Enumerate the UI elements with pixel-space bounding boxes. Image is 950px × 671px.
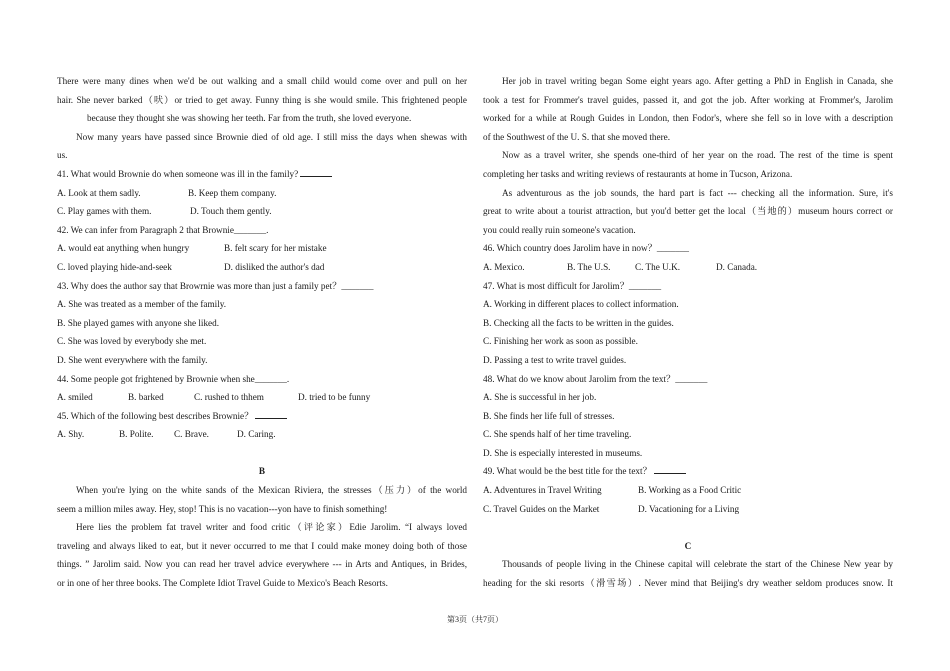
- question-46: 46. Which country does Jarolim have in now？_______: [483, 243, 690, 254]
- option[interactable]: B. Keep them company.: [188, 187, 277, 198]
- section-heading-c: C: [684, 540, 692, 551]
- q41-options-row2: [57, 202, 467, 221]
- option[interactable]: B. felt scary for her mistake: [224, 243, 327, 254]
- passage-line: you could really ruin someone's vacation.: [483, 224, 636, 235]
- option[interactable]: C. Brave.: [174, 429, 209, 440]
- q41-options-row1: [57, 184, 467, 203]
- q42-options-row2: [57, 258, 467, 277]
- option[interactable]: B. barked: [128, 392, 164, 403]
- option[interactable]: B. She finds her life full of stresses.: [483, 410, 615, 421]
- passage-line: or in one of her three books. The Complete Idiot Travel Guide to Mexico's Beach Resorts.: [57, 578, 388, 589]
- passage-line: of the Southwest of the U. S. that she moved there.: [483, 131, 671, 142]
- option[interactable]: C. loved playing hide-and-seek: [57, 261, 172, 272]
- passage-line: great to write about a tourist attraction, but you'd better get the local（当地的）museum hours correct or: [483, 206, 893, 217]
- passage-line: traveling and always liked to eat, but it never occurred to me that I could make money doing both of those: [57, 540, 467, 551]
- passage-line: Now as a travel writer, she spends one-third of her year on the road. The rest of the time is spent: [502, 150, 893, 161]
- option[interactable]: A. She was treated as a member of the family.: [57, 299, 227, 310]
- option[interactable]: A. smiled: [57, 392, 93, 403]
- option[interactable]: D. Passing a test to write travel guides.: [483, 354, 627, 365]
- option[interactable]: B. Working as a Food Critic: [638, 485, 742, 496]
- question-41: 41. What would Brownie do when someone was ill in the family?: [57, 165, 467, 184]
- option[interactable]: C. The U.K.: [635, 261, 680, 272]
- q46-options: [483, 258, 893, 277]
- option[interactable]: D. Touch them gently.: [190, 206, 272, 217]
- option[interactable]: C. Play games with them.: [57, 206, 152, 217]
- question-44: 44. Some people got frightened by Brownie when she_______.: [57, 373, 290, 384]
- passage-line: seem a million miles away. Hey, stop! This is no vacation---yon have to finish something!: [57, 503, 388, 514]
- q45-options: [57, 425, 467, 444]
- option[interactable]: A. Mexico.: [483, 261, 525, 272]
- answer-blank[interactable]: [654, 464, 686, 474]
- section-heading-b: B: [258, 466, 266, 477]
- question-43: 43. Why does the author say that Browrnie was more than just a family pet？_______: [57, 280, 374, 291]
- option[interactable]: C. rushed to thhem: [194, 392, 264, 403]
- question-47: 47. What is most difficult for Jarolim？_______: [483, 280, 662, 291]
- option[interactable]: D. disliked the author's dad: [224, 261, 325, 272]
- answer-blank[interactable]: [255, 409, 287, 419]
- option[interactable]: A. would eat anything when hungry: [57, 243, 190, 254]
- option[interactable]: D. Canada.: [716, 261, 758, 272]
- option[interactable]: C. Travel Guides on the Market: [483, 503, 600, 514]
- option[interactable]: A. She is successful in her job.: [483, 392, 597, 403]
- passage-line: took a test for Frommer's travel guides, passed it, and got the job. After working at Frommer's, Jarolim: [483, 94, 893, 105]
- q42-options-row1: [57, 239, 467, 258]
- option[interactable]: B. Polite.: [119, 429, 154, 440]
- answer-blank[interactable]: [300, 167, 332, 177]
- option[interactable]: C. Finishing her work as soon as possible.: [483, 336, 638, 347]
- option[interactable]: D. Vacationing for a Living: [638, 503, 740, 514]
- option[interactable]: C. She spends half of her time traveling.: [483, 429, 632, 440]
- passage-line: Thousands of people living in the Chinese capital will celebrate the start of the Chinese New year by: [502, 559, 893, 570]
- passage-line: completing her tasks and writing reviews of restaurants at home in Tucson, Arizona.: [483, 168, 793, 179]
- passage-line: Her job in travel writing began Some eight years ago. After getting a PhD in English in Canada, she: [502, 76, 893, 86]
- passage-line: As adventurous as the job sounds, the hard part is fact --- checking all the information. Sure, it's: [502, 187, 893, 198]
- option[interactable]: A. Shy.: [57, 429, 85, 440]
- passage-line: heading for the ski resorts（滑雪场）. Never mind that Beijing's dry weather seldom produces snow. It: [483, 578, 893, 589]
- passage-line: worked for a while at Rough Guides in London, then Fodor's, where she fell so in love with a description: [483, 113, 893, 124]
- passage-line: hair. She never barked（吠）or tried to get away. Funny thing is she would smile. This frightened people: [57, 94, 467, 105]
- option[interactable]: C. She was loved by everybody she met.: [57, 336, 207, 347]
- option[interactable]: B. The U.S.: [567, 261, 611, 272]
- right-column: [483, 72, 893, 593]
- question-49: 49. What would be the best title for the text？: [483, 462, 893, 481]
- option[interactable]: D. Caring.: [237, 429, 276, 440]
- option[interactable]: A. Working in different places to collect information.: [483, 299, 679, 310]
- passage-line: things. ” Jarolim said. Now you can read her travel advice everywhere --- in Arts and Antiques, in Brides,: [57, 559, 467, 570]
- question-48: 48. What do we know about Jarolim from the text？_______: [483, 373, 708, 384]
- q44-options: [57, 388, 467, 407]
- option[interactable]: B. She played games with anyone she liked.: [57, 317, 220, 328]
- passage-line: because they thought she was showing her teeth. Far from the truth, she loved everyone.: [87, 113, 412, 124]
- spacer: [57, 444, 467, 463]
- passage-line: Here lies the problem fat travel writer and food critic（评论家）Edie Jarolim. “I always loved: [76, 522, 467, 533]
- passage-line: When you're lying on the white sands of the Mexican Riviera, the stresses（压力）of the world: [76, 485, 467, 496]
- passage-line: Now many years have passed since Brownie died of old age. I still miss the days when shewas with: [76, 131, 467, 142]
- option[interactable]: D. tried to be funny: [298, 392, 371, 403]
- option[interactable]: D. She is especially interested in museums.: [483, 447, 643, 458]
- option[interactable]: D. She went everywhere with the family.: [57, 354, 208, 365]
- q49-options-row2: [483, 500, 893, 519]
- page-footer: 第3页（共7页）: [447, 615, 503, 624]
- passage-line: There were many dines when we'd be out walking and a small child would come over and pull on her: [57, 76, 467, 86]
- option[interactable]: A. Look at them sadly.: [57, 187, 141, 198]
- q49-options-row1: [483, 481, 893, 500]
- passage-line: us.: [57, 150, 68, 161]
- question-42: 42. We can infer from Paragraph 2 that Brownie_______.: [57, 224, 269, 235]
- question-45: 45. Which of the following best describes Brownie？: [57, 407, 467, 426]
- spacer: [483, 518, 893, 537]
- option[interactable]: B. Checking all the facts to be written in the guides.: [483, 317, 674, 328]
- left-column: [57, 72, 467, 593]
- option[interactable]: A. Adventures in Travel Writing: [483, 485, 602, 496]
